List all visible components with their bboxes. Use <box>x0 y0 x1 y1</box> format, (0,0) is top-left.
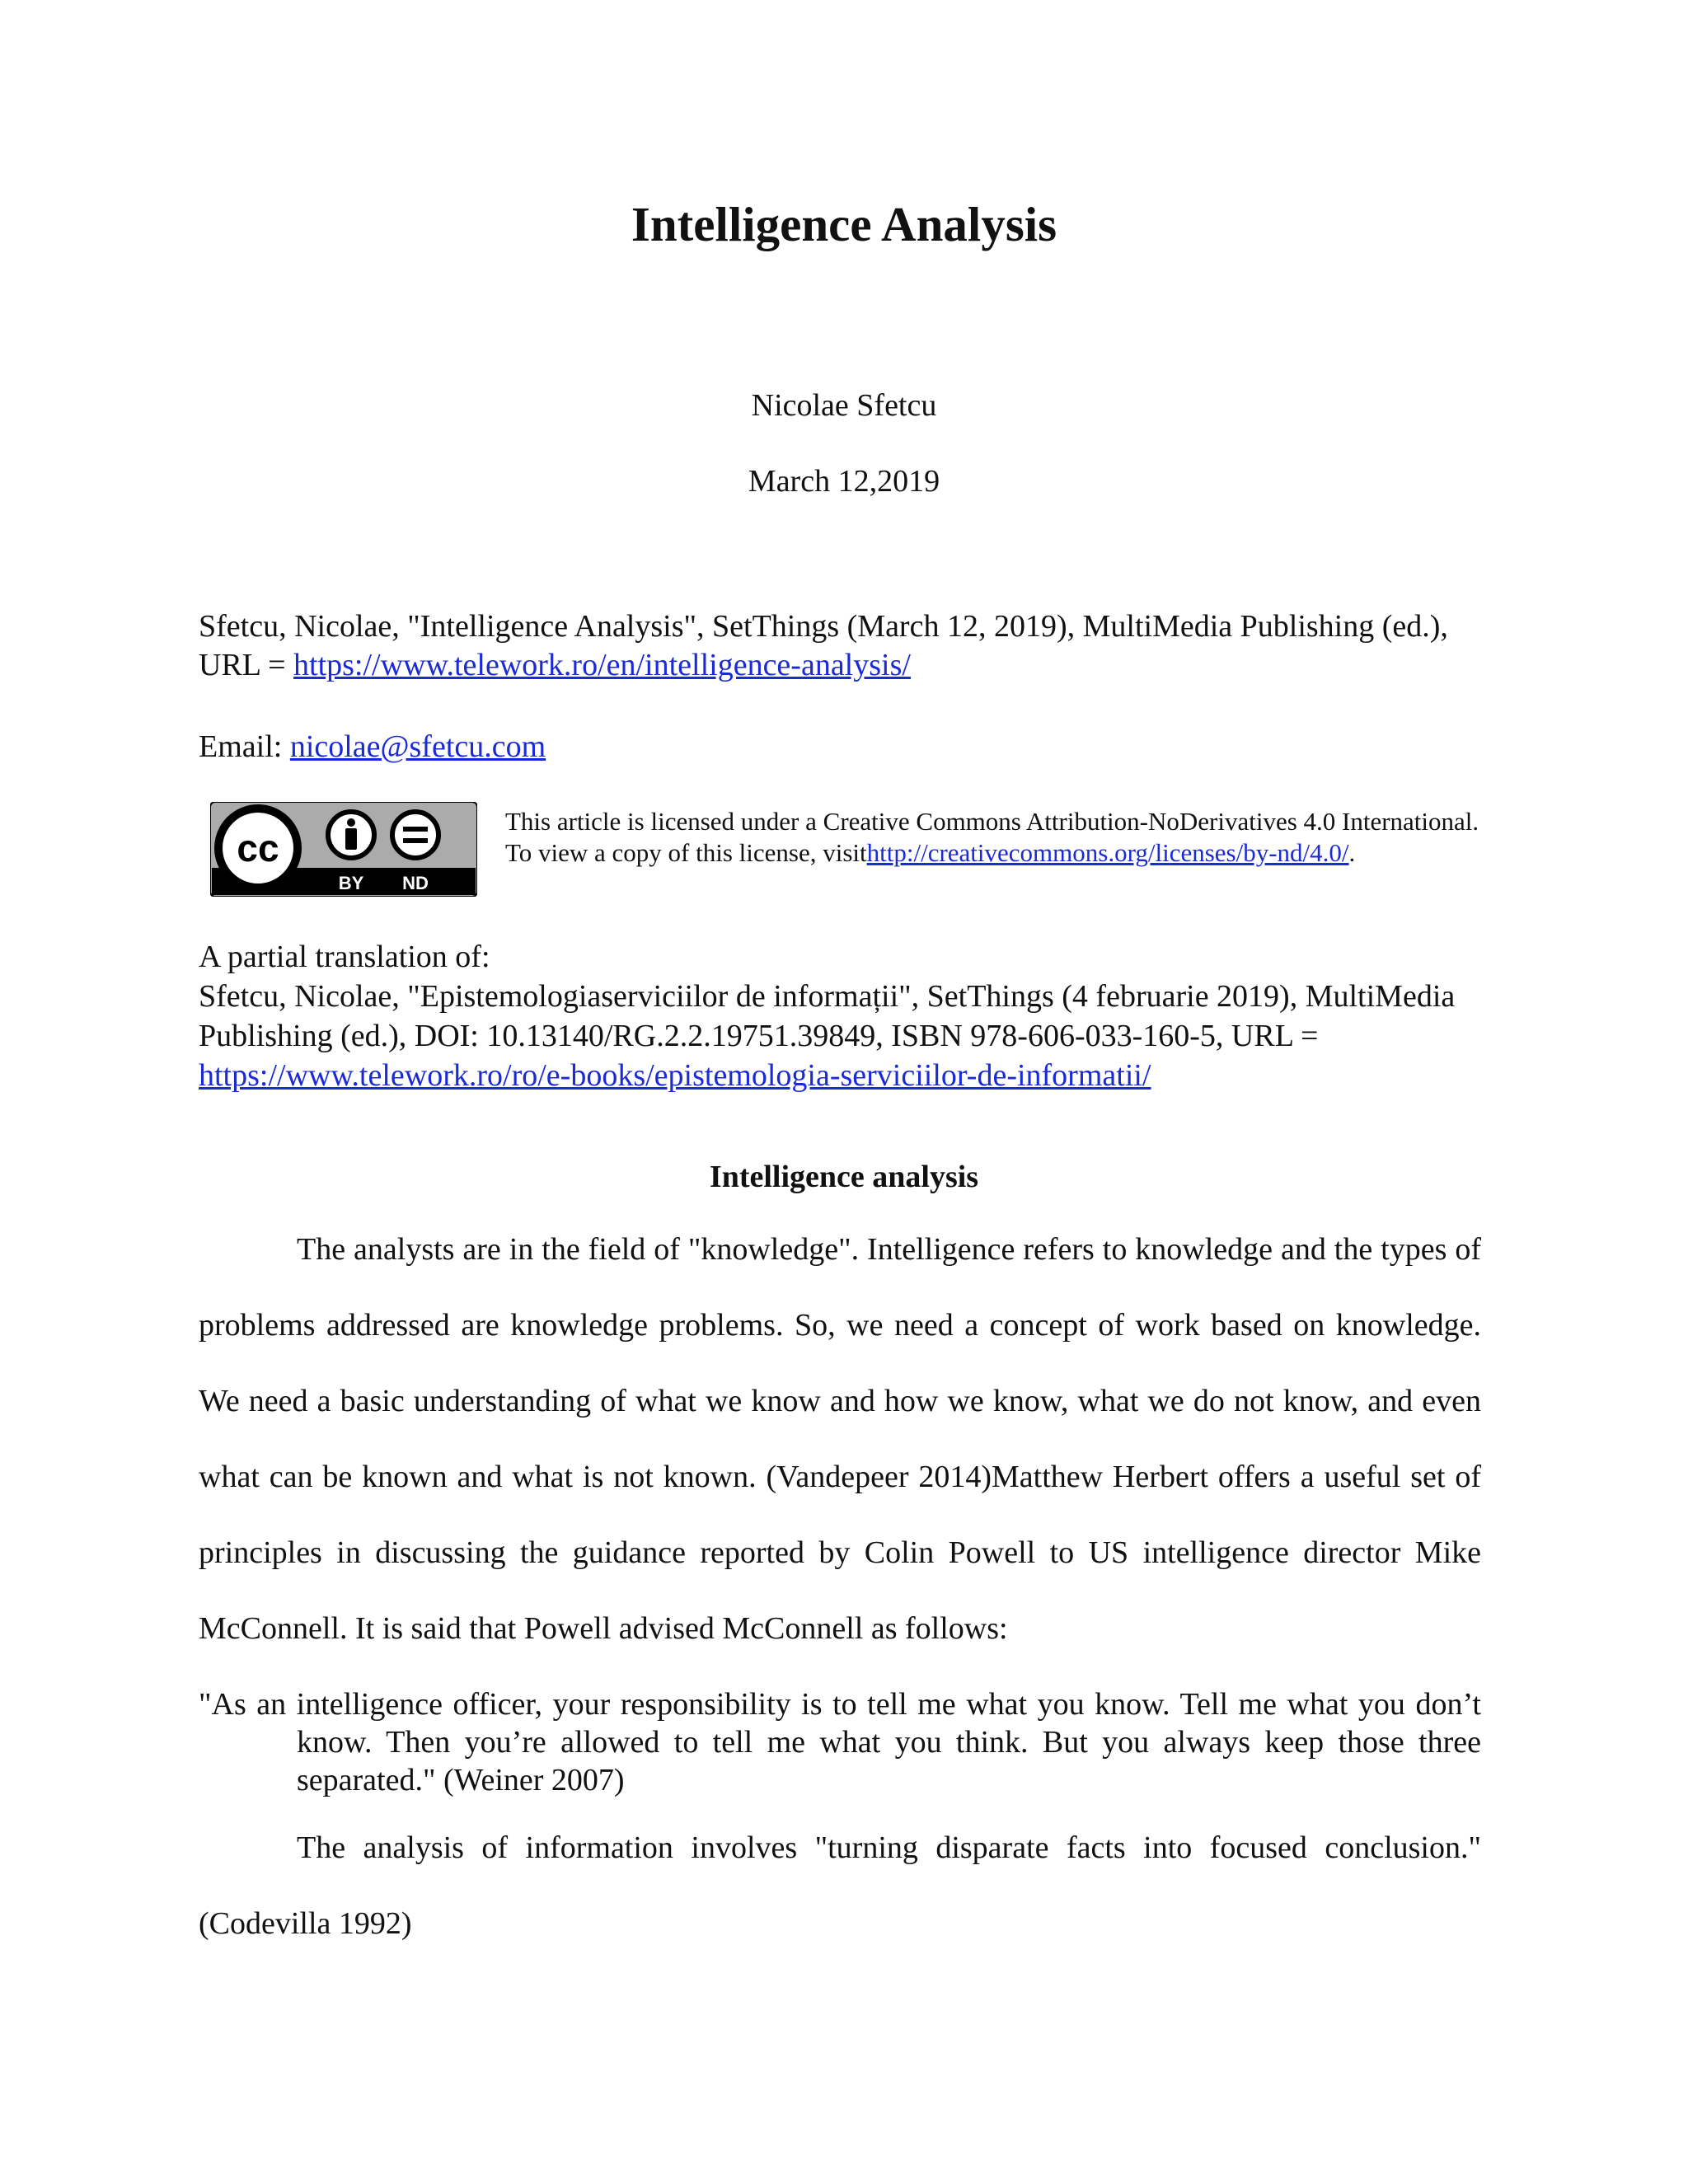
email-label: Email: <box>199 729 290 764</box>
license-text-block <box>505 806 1494 869</box>
translation-citation <box>199 977 1517 1095</box>
license-suffix: . <box>1348 838 1356 867</box>
attribution-person-icon <box>328 812 374 858</box>
citation-url-link[interactable]: https://www.telework.ro/en/intelligence-analysis/ <box>293 648 911 682</box>
citation-text: Sfetcu, Nicolae, "Intelligence Analysis", SetThings (March 12, 2019), MultiMedia Publishing (ed.), URL = <box>199 609 1448 682</box>
section-heading: Intelligence analysis <box>709 1160 979 1194</box>
block-quote: "As an intelligence officer, your responsibility is to tell me what you know. Tell me what you don’t know. Then you’re allowed to tell me what you think. But you always keep those three separated." (Weiner 2007) <box>199 1687 1481 1797</box>
license-text: This article is licensed under a Creative Commons Attribution-NoDerivatives 4.0 International. To view a copy of this license, visit <box>505 807 1479 867</box>
publication-date: March 12,2019 <box>748 464 940 499</box>
body-paragraph-2: The analysis of information involves "turning disparate facts into focused conclusion." (Codevilla 1992) <box>199 1830 1481 1941</box>
translation-citation-text: Sfetcu, Nicolae, "Epistemologiaserviciilor de informații", SetThings (4 februarie 2019), MultiMedia Publishing (ed.), DOI: 10.13140/RG.2.2.19751.39849, ISBN 978-606-033-160-5, URL = <box>199 979 1456 1053</box>
translation-intro: A partial translation of: <box>199 940 490 974</box>
badge-nd-label: ND <box>402 873 429 893</box>
cc-logo-text: cc <box>237 827 279 869</box>
cc-logo-icon <box>218 808 298 888</box>
badge-by-label: BY <box>338 873 364 893</box>
translation-block <box>199 937 1517 1095</box>
email-line <box>199 729 546 765</box>
no-derivatives-equals-icon <box>392 812 438 858</box>
body-paragraph-1: The analysts are in the field of "knowledge". Intelligence refers to knowledge and the types of problems addressed are knowledge problems. So, we need a concept of work based on knowledge. We need a basic understanding of what we know and how we know, what we do not know, and even what can be known and what is not known. (Vandepeer 2014)Matthew Herbert offers a useful set of principles in discussing the guidance reported by Colin Powell to US intelligence director Mike McConnell. It is said that Powell advised McConnell as follows: <box>199 1232 1481 1646</box>
cc-by-nd-license-badge[interactable] <box>210 802 477 897</box>
document-title: Intelligence Analysis <box>631 197 1057 251</box>
citation-block <box>199 607 1501 685</box>
email-link[interactable]: nicolae@sfetcu.com <box>289 729 546 764</box>
author-name: Nicolae Sfetcu <box>751 388 937 423</box>
translation-url-link[interactable]: https://www.telework.ro/ro/e-books/epistemologia-serviciilor-de-informatii/ <box>199 1058 1151 1093</box>
license-url-link[interactable]: http://creativecommons.org/licenses/by-nd/4.0/ <box>866 838 1349 867</box>
